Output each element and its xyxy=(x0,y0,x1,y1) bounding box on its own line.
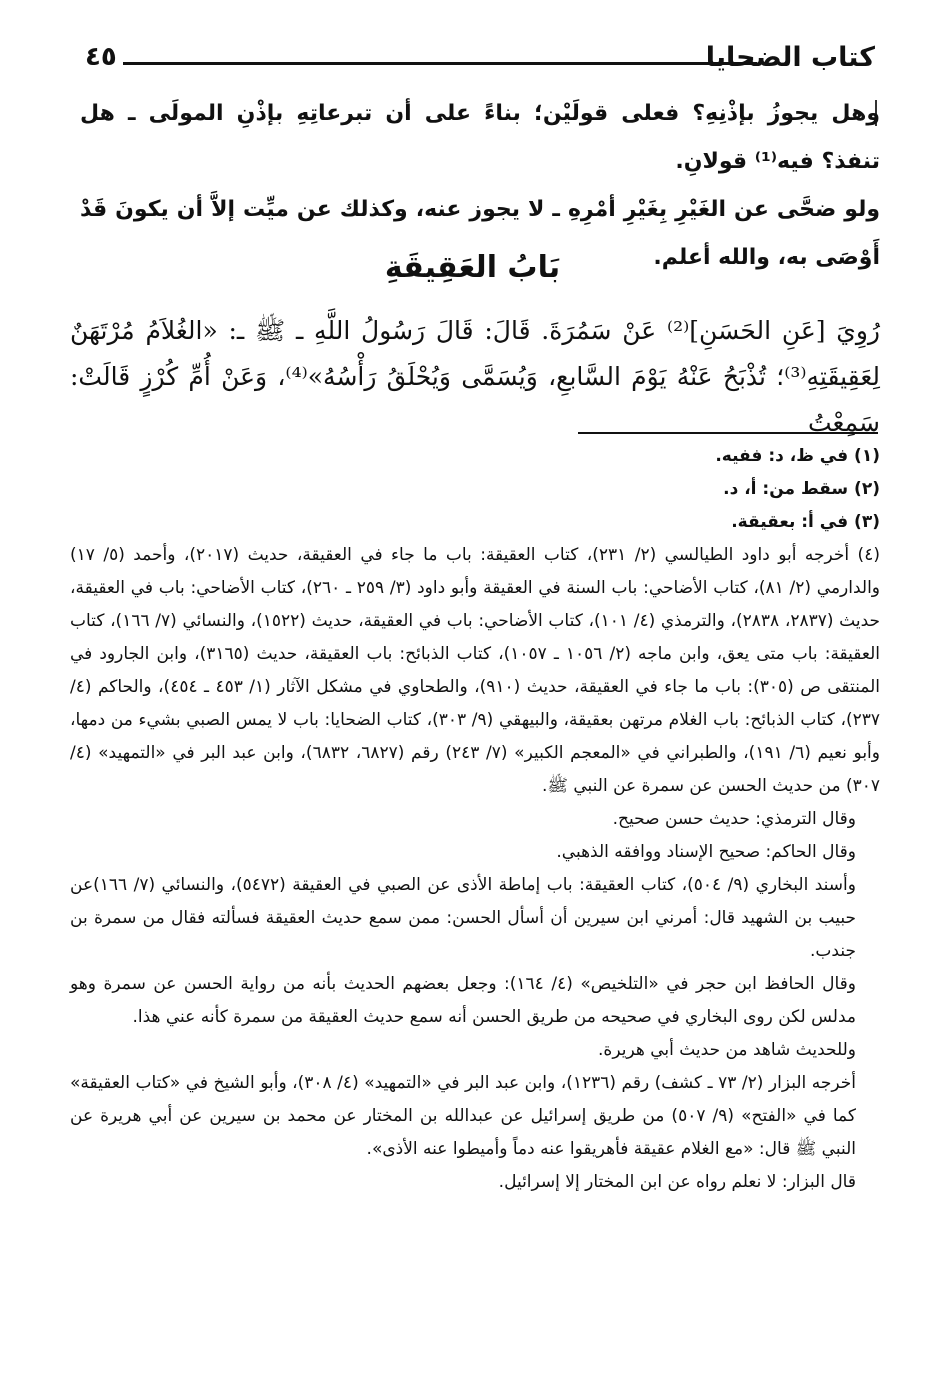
footnote-4: (٤) أخرجه أبو داود الطيالسي (٢/ ٢٣١)، كتاب العقيقة: باب ما جاء في العقيقة، حديث (٢٠١٧)، وأحمد (٥/ ١٧) والدارمي (٢/ ٨١)، كتاب الأضاحي: باب السنة في العقيقة وأبو داود (٣/ ٢٥٩ ـ ٢٦٠)، كتاب الأضاحي: باب في العقيقة، حديث (٢٨٣٧، ٢٨٣٨)، والترمذي (٤/ ١٠١)، كتاب الأضاحي: باب في العقيقة، حديث (١٥٢٢)، والنسائي (٧/ ١٦٦)، كتاب العقيقة: باب متى يعق، وابن ماجه (٢/ ١٠٥٦ ـ ١٠٥٧)، كتاب الذبائح: باب العقيقة، حديث (٣١٦٥)، وابن الجارود في المنتقى ص (٣٠٥): باب ما جاء في العقيقة، حديث (٩١٠)، والطحاوي في مشكل الآثار (١/ ٤٥٣ ـ ٤٥٤)، والحاكم (٤/ ٢٣٧)، كتاب الذبائح: باب الغلام مرتهن بعقيقة، والبيهقي (٩/ ٣٠٣)، كتاب الضحايا: باب لا يمس الصبي بشيء من دمها، وأبو نعيم (٦/ ١٩١)، والطبراني في «المعجم الكبير» (٧/ ٢٤٣) رقم (٦٨٢٧، ٦٨٣٢)، وابن عبد البر في «التمهيد» (٤/ ٣٠٧) من حديث الحسن عن سمرة عن النبي ﷺ. xyxy=(70,545,881,796)
section-heading: بَابُ العَقِيقَةِ xyxy=(384,250,561,285)
body-paragraph: ولو ضحَّى عن الغَيْرِ بِغَيْرِ أمْرِهِ ـ لا يجوز عنه، وكذلك عن ميِّت إلاَّ أن يكونَ قَدْ أَوْصَى به، والله أعلم. xyxy=(80,197,880,270)
footnote-continuation: وقال الحافظ ابن حجر في «التلخيص» (٤/ ١٦٤): وجعل بعضهم الحديث بأنه من رواية الحسن عن سمرة وهو مدلس لكن روى البخاري في صحيحه من طريق الحسن أنه سمع حديث العقيقة من سمرة كأنه عني هذا. xyxy=(70,974,856,1027)
footnote-continuation: وقال الحاكم: صحيح الإسناد ووافقه الذهبي. xyxy=(556,842,856,862)
footnote-separator xyxy=(578,432,878,434)
footnote-continuation: أخرجه البزار (٢/ ٧٣ ـ كشف) رقم (١٢٣٦)، وابن عبد البر في «التمهيد» (٤/ ٣٠٨)، وأبو الشيخ في «كتاب العقيقة» كما في «الفتح» (٩/ ٥٠٧) من طريق إسرائيل عن عبدالله بن المختار عن محمد بن سيرين عن أبي هريرة عن النبي ﷺ قال: «مع الغلام عقيقة فأهريقوا عنه دماً وأميطوا عنه الأذى». xyxy=(70,1073,856,1159)
footnotes xyxy=(70,440,880,1199)
hadith-text: رُوِيَ [عَنِ الحَسَنِ]⁽²⁾ عَنْ سَمُرَةَ. قَالَ: قَالَ رَسُولُ اللَّهِ ـ ﷺ ـ: «الغُلاَمُ مُرْتَهَنٌ لِعَقِيقَتِهِ⁽³⁾؛ تُذْبَحُ عَنْهُ يَوْمَ السَّابعِ، وَيُسَمَّى وَيُحْلَقُ رَأْسُهُ»⁽⁴⁾، وَعَنْ أُمِّ كُرْزٍ قَالَتْ: سَمِعْتُ xyxy=(70,316,880,437)
footnote: (٢) سقط من: أ، د. xyxy=(723,479,880,499)
footnote-continuation: قال البزار: لا نعلم رواه عن ابن المختار إلا إسرائيل. xyxy=(498,1172,856,1192)
body-paragraph: وهل يجوزُ بإذْنِهِ؟ فعلى قولَيْن؛ بناءً على أن تبرعاتِهِ بإذْنِ المولَى ـ هل تنفذ؟ فيه⁽¹⁾ قولانِ. xyxy=(80,101,880,174)
chapter-title: كتاب الضحايا xyxy=(705,42,875,73)
footnote: (١) في ظ، د: ففيه. xyxy=(715,446,880,466)
header-rule xyxy=(123,62,757,65)
page-header xyxy=(75,40,875,80)
footnote: (٣) في أ: بعقيقة. xyxy=(731,512,880,532)
footnote-continuation: وأسند البخاري (٩/ ٥٠٤)، كتاب العقيقة: باب إماطة الأذى عن الصبي في العقيقة (٥٤٧٢)، والنسائي (٧/ ١٦٦)عن حبيب بن الشهيد قال: أمرني ابن سيرين أن أسأل الحسن: ممن سمع حديث العقيقة فسألته فقال من سمرة بن جندب. xyxy=(70,875,856,961)
footnote-continuation: وللحديث شاهد من حديث أبي هريرة. xyxy=(598,1040,856,1060)
footnote-continuation: وقال الترمذي: حديث حسن صحيح. xyxy=(612,809,856,829)
page-number: ٤٥ xyxy=(85,42,117,72)
